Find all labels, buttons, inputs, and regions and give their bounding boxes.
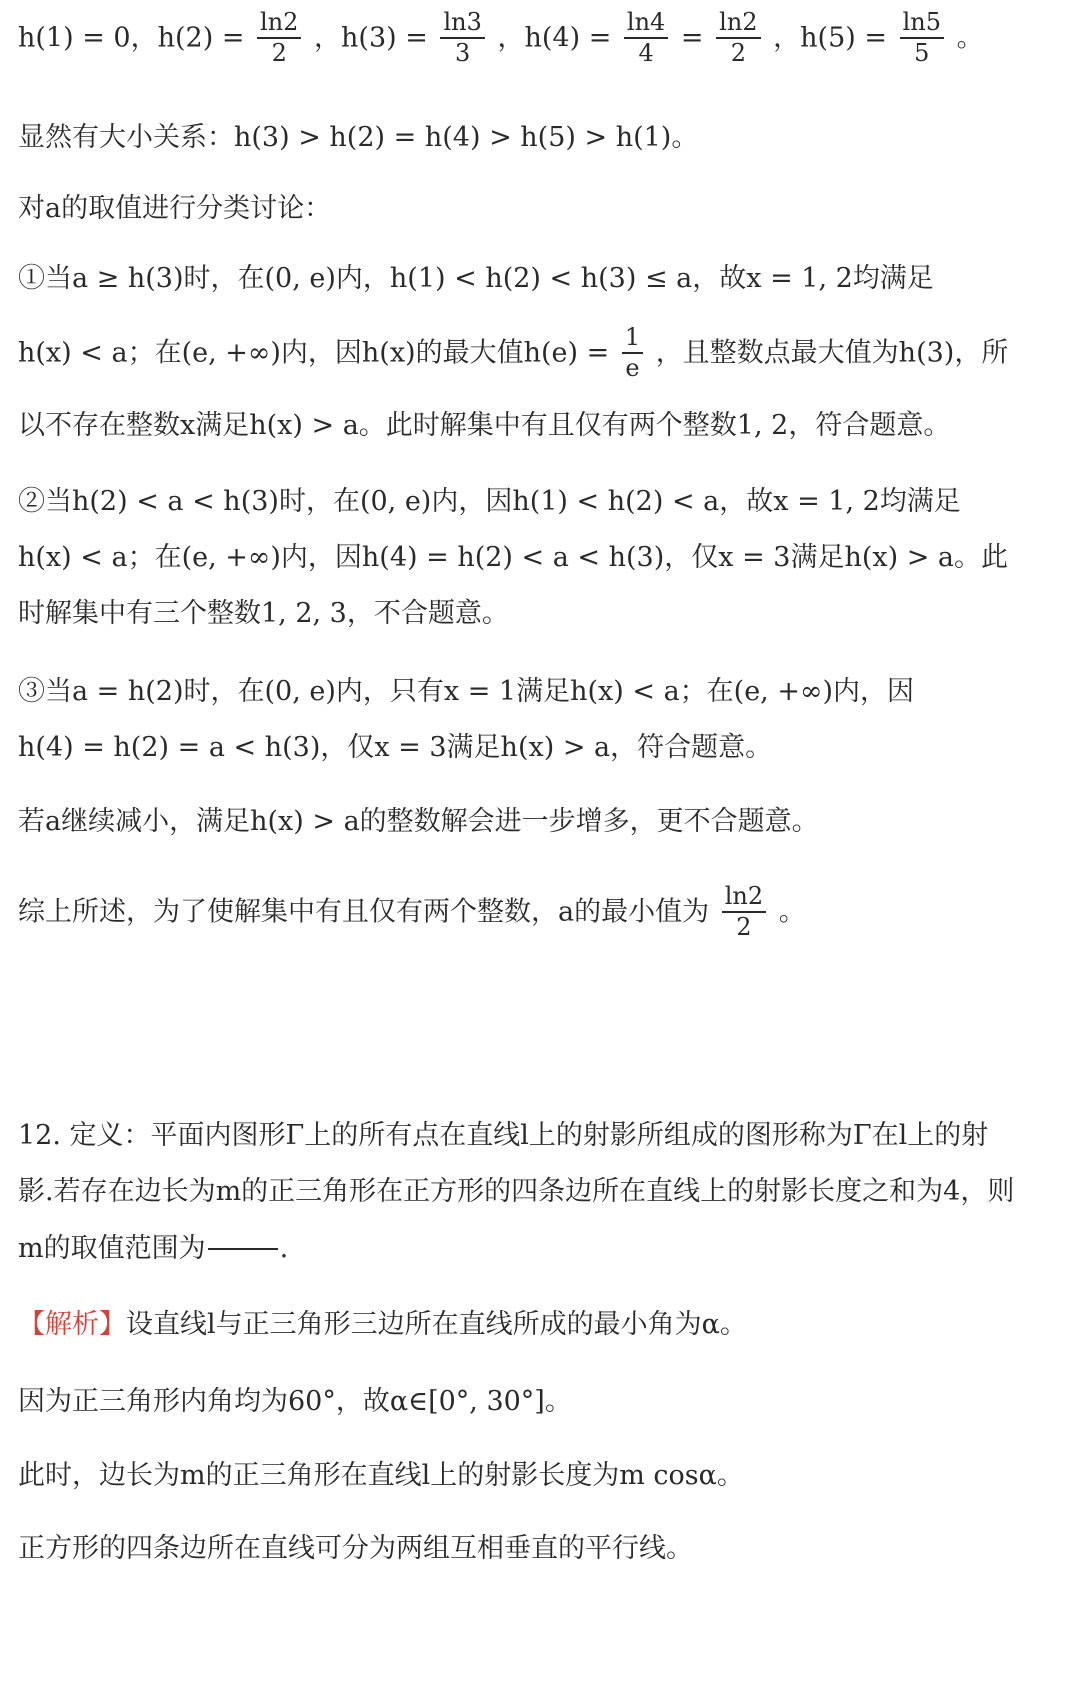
text-segment: =: [680, 22, 704, 54]
fraction: $\frac{\ln 3}{3}$: [440, 10, 484, 66]
fraction: $\frac{\ln 2}{2}$: [716, 10, 760, 66]
case2-line3: 时解集中有三个整数1, 2, 3，不合题意。: [18, 598, 509, 629]
text-segment: ，h(4) =: [497, 22, 612, 54]
fraction: $\frac{1}{e}$: [622, 325, 643, 381]
text-segment: .: [279, 1233, 289, 1264]
question12-line2: 影.若存在边长为m的正三角形在正方形的四条边所在直线上的射影长度之和为4，则: [18, 1176, 1015, 1207]
text-segment: ，h(5) =: [773, 22, 887, 54]
solution-line3: 此时，边长为m的正三角形在直线l上的射影长度为m cosα。: [18, 1460, 744, 1491]
case2-line1: ②当h(2) < a < h(3)时，在(0, e)内，因h(1) < h(2) < a，故x = 1, 2均满足: [18, 486, 961, 517]
text-segment: 综上所述，为了使解集中有且仅有两个整数，a的最小值为: [18, 896, 710, 928]
case1-line3: 以不存在整数x满足h(x) > a。此时解集中有且仅有两个整数1, 2，符合题意。: [18, 410, 951, 441]
question12-line1: 12. 定义：平面内图形Γ上的所有点在直线l上的射影所组成的图形称为Γ在l上的射: [18, 1120, 989, 1151]
conclusion-line: [18, 884, 806, 940]
solution-tag: 【解析】: [18, 1309, 126, 1340]
case1-line1: ①当a ≥ h(3)时，在(0, e)内，h(1) < h(2) < h(3) ≤ a，故x = 1, 2均满足: [18, 263, 934, 294]
fraction: $\frac{\ln 2}{2}$: [722, 884, 766, 940]
solution-line4: 正方形的四条边所在直线可分为两组互相垂直的平行线。: [18, 1533, 693, 1564]
h-values-line: [18, 10, 984, 66]
case-intro-line: 对a的取值进行分类讨论：: [18, 193, 332, 224]
solution-line1: [18, 1310, 747, 1338]
case3-line1: ③当a = h(2)时，在(0, e)内，只有x = 1满足h(x) < a；在(e, +∞)内，因: [18, 676, 914, 707]
fraction: $\frac{\ln 5}{5}$: [900, 10, 944, 66]
text-segment: m的取值范围为: [18, 1233, 206, 1264]
text-segment: h(1) = 0，h(2) =: [18, 22, 245, 54]
order-relation-line: 显然有大小关系：h(3) > h(2) = h(4) > h(5) > h(1)。: [18, 122, 699, 153]
case3-line2: h(4) = h(2) = a < h(3)，仅x = 3满足h(x) > a，符合题意。: [18, 732, 773, 763]
fraction: $\frac{\ln 2}{2}$: [257, 10, 301, 66]
question12-line3: [18, 1234, 288, 1262]
case1-line2: [18, 325, 1008, 381]
text-segment: ，且整数点最大值为h(3)，所: [655, 337, 1009, 369]
text-segment: 。: [778, 896, 806, 928]
solution-line2: 因为正三角形内角均为60°，故α∈[0°, 30°]。: [18, 1386, 572, 1417]
text-segment: h(x) < a；在(e, +∞)内，因h(x)的最大值h(e) =: [18, 337, 610, 369]
answer-blank: [208, 1248, 278, 1250]
case2-line2: h(x) < a；在(e, +∞)内，因h(4) = h(2) < a < h(3)，仅x = 3满足h(x) > a。此: [18, 542, 1009, 573]
text-segment: 设直线l与正三角形三边所在直线所成的最小角为α。: [126, 1309, 747, 1340]
text-segment: ，h(3) =: [314, 22, 428, 54]
fraction: $\frac{\ln 4}{4}$: [624, 10, 668, 66]
further-reduce-line: 若a继续减小，满足h(x) > a的整数解会进一步增多，更不合题意。: [18, 806, 819, 837]
text-segment: 。: [956, 22, 984, 54]
